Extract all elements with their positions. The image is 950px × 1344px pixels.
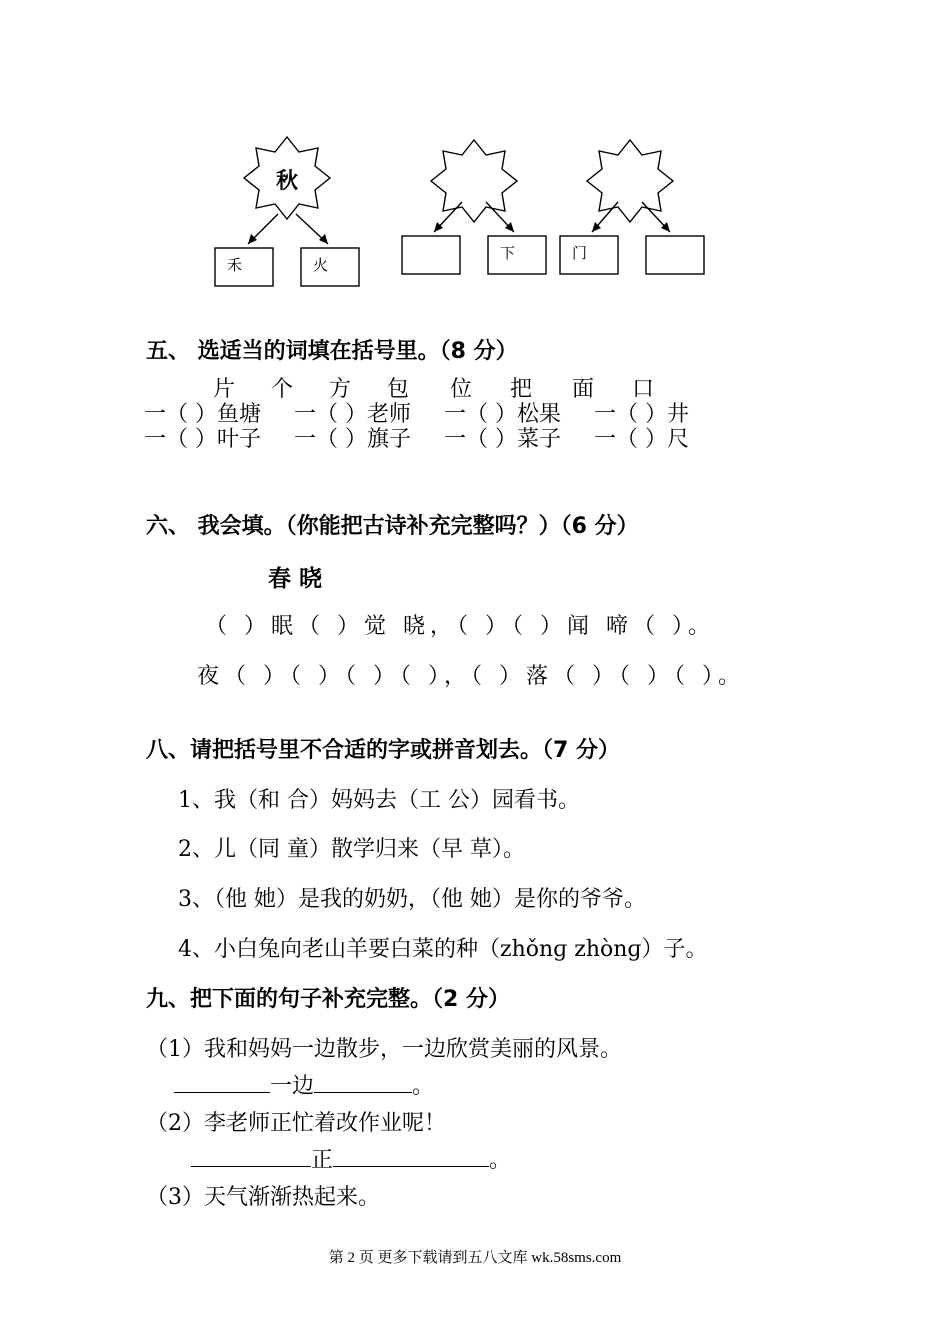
blank-line[interactable] [333,1148,489,1167]
word-bank-item: 面 [572,377,595,402]
fill-item: 一（ ）尺 [594,427,689,452]
blank-line[interactable] [191,1148,311,1167]
character-split-diagram [0,0,950,300]
fill-item: 一（ ）菜子 [444,427,561,452]
word-bank-item: 口 [632,377,655,402]
section-8-title: 八、请把括号里不合适的字或拼音划去。（7 分） [146,738,620,763]
answer-box [301,248,359,286]
exercise-item: 4、小白兔向老山羊要白菜的种（zhǒnɡ zhònɡ）子。 [178,937,708,962]
measure-word-row [0,422,950,452]
box-char: 禾 [227,256,243,274]
word-bank-item: 方 [329,377,352,402]
fill-item: 一（ ）叶子 [144,427,261,452]
end-mark: 。 [489,1148,512,1173]
connector-word: 一边 [270,1074,315,1099]
connector-word: 正 [311,1148,334,1173]
question-2: （2）李老师正忙着改作业呢！ [146,1111,446,1136]
answer-box [402,236,460,274]
answer-box [646,236,704,274]
poem-title: 春 晓 [268,566,323,592]
poem-line: 夜（ ）（ ）（ ）（ ），（ ）落（ ）（ ）（ ）。 [197,664,745,689]
star-char-1: 秋 [276,169,299,194]
section-6-title: 六、 我会填。（你能把古诗补充完整吗？）（6 分） [146,514,639,539]
exercise-item: 2、儿（同 童）散学归来（早 草）。 [178,837,525,862]
box-char: 火 [313,256,329,274]
fill-item: 一（ ）旗子 [294,427,411,452]
poem-line: （ ）眠（ ）觉 晓，（ ）（ ）闻 啼（ ）。 [205,614,715,639]
question-3: （3）天气渐渐热起来。 [146,1185,380,1210]
page-footer: 第 2 页 更多下载请到五八文库 wk.58sms.com [328,1250,622,1266]
measure-word-row [0,397,950,427]
answer-box [488,236,546,274]
word-bank-item: 包 [387,377,410,402]
answer-box [215,248,273,286]
question-1: （1）我和妈妈一边散步，一边欣赏美丽的风景。 [146,1037,622,1062]
word-bank-item: 片 [213,377,236,402]
answer-line-1 [174,1069,434,1100]
word-bank [0,372,950,402]
box-char: 门 [572,244,588,262]
fill-item: 一（ ）鱼塘 [144,402,261,427]
box-char: 下 [500,244,516,262]
section-5-title: 五、 选适当的词填在括号里。（8 分） [146,339,518,364]
fill-item: 一（ ）松果 [444,402,561,427]
exercise-item: 1、我（和 合）妈妈去（工 公）园看书。 [178,788,580,813]
end-mark: 。 [412,1074,435,1099]
word-bank-item: 个 [271,377,294,402]
section-9-title: 九、把下面的句子补充完整。（2 分） [146,987,510,1012]
word-bank-item: 位 [450,377,473,402]
answer-line-2 [191,1143,511,1174]
fill-item: 一（ ）老师 [294,402,411,427]
blank-line[interactable] [314,1074,412,1093]
word-bank-item: 把 [510,377,533,402]
exercise-item: 3、（他 她）是我的奶奶，（他 她）是你的爷爷。 [178,887,646,912]
star-shape [431,140,517,222]
blank-line[interactable] [174,1074,270,1093]
arrowhead [319,234,328,244]
fill-item: 一（ ）井 [594,402,689,427]
answer-box [560,236,618,274]
star-shape [587,140,673,222]
